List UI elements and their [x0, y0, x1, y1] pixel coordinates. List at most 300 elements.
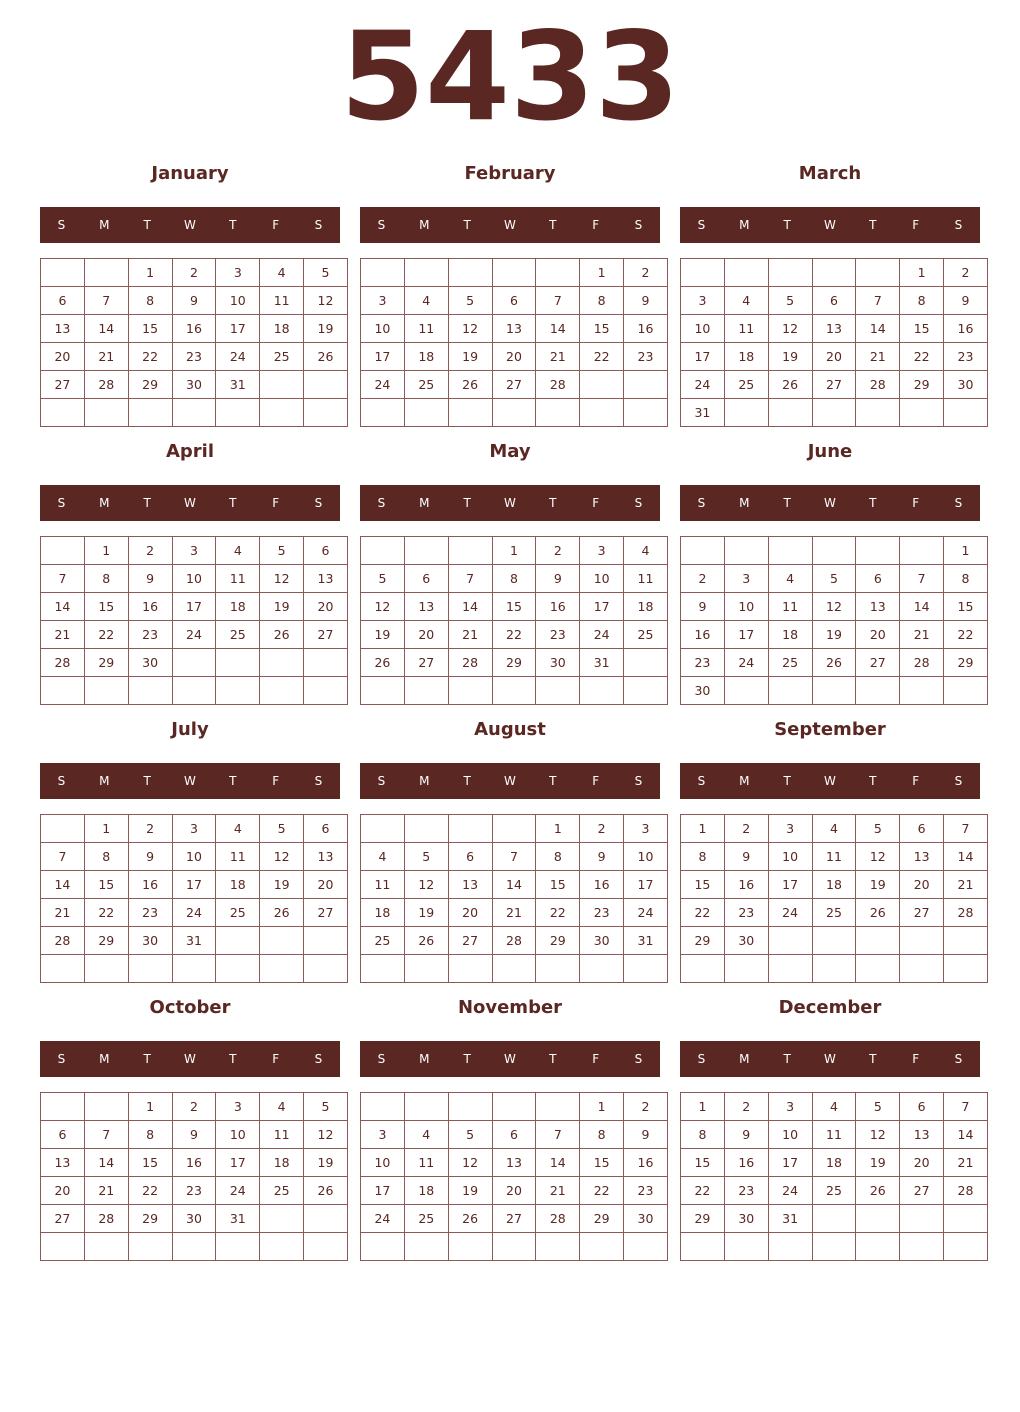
- week-row: [41, 259, 348, 287]
- day-cell: [41, 815, 85, 843]
- day-cell: 19: [361, 621, 405, 649]
- day-cell: [448, 537, 492, 565]
- day-cell: [812, 1233, 856, 1261]
- day-cell: 17: [216, 315, 260, 343]
- month-january: [40, 162, 340, 426]
- day-cell: 12: [856, 1121, 900, 1149]
- day-cell: [41, 1093, 85, 1121]
- month-title: December: [778, 997, 882, 1018]
- day-cell: 30: [172, 1205, 216, 1233]
- weekday-label: M: [99, 774, 110, 788]
- day-cell: 22: [84, 899, 128, 927]
- day-cell: 21: [856, 343, 900, 371]
- week-row: [361, 259, 668, 287]
- week-row: [361, 871, 668, 899]
- day-cell: [260, 371, 304, 399]
- weekday-label: T: [463, 1052, 471, 1066]
- week-row: [41, 1177, 348, 1205]
- day-cell: 29: [128, 1205, 172, 1233]
- day-cell: [41, 259, 85, 287]
- day-cell: 8: [900, 287, 944, 315]
- week-row: [361, 399, 668, 427]
- weekday-label: S: [634, 1052, 643, 1066]
- day-cell: [856, 399, 900, 427]
- day-cell: 7: [84, 1121, 128, 1149]
- day-grid: [360, 814, 668, 983]
- day-cell: [724, 537, 768, 565]
- week-row: [361, 371, 668, 399]
- day-cell: [172, 649, 216, 677]
- day-cell: 30: [580, 927, 624, 955]
- day-cell: 22: [681, 1177, 725, 1205]
- day-cell: 1: [681, 815, 725, 843]
- day-cell: 7: [41, 565, 85, 593]
- day-cell: [856, 537, 900, 565]
- month-title: May: [489, 441, 531, 462]
- month-title: March: [798, 163, 862, 184]
- day-cell: [128, 677, 172, 705]
- day-cell: 3: [681, 287, 725, 315]
- day-cell: 14: [536, 1149, 580, 1177]
- day-cell: 25: [260, 343, 304, 371]
- week-row: [41, 1149, 348, 1177]
- day-cell: 16: [128, 593, 172, 621]
- day-cell: [724, 399, 768, 427]
- weekday-label: F: [272, 774, 280, 788]
- day-cell: 20: [304, 593, 348, 621]
- day-cell: [812, 399, 856, 427]
- day-cell: 21: [84, 343, 128, 371]
- day-cell: [128, 955, 172, 983]
- day-cell: 28: [536, 371, 580, 399]
- day-cell: 16: [681, 621, 725, 649]
- day-cell: 5: [768, 287, 812, 315]
- day-cell: 18: [216, 871, 260, 899]
- day-cell: [624, 371, 668, 399]
- day-cell: 6: [304, 815, 348, 843]
- day-cell: 6: [41, 287, 85, 315]
- day-cell: [624, 677, 668, 705]
- day-cell: 10: [216, 287, 260, 315]
- day-cell: 17: [624, 871, 668, 899]
- day-cell: 22: [944, 621, 988, 649]
- day-cell: [724, 259, 768, 287]
- day-cell: [624, 1233, 668, 1261]
- weekday-header: [680, 485, 980, 521]
- day-cell: 25: [216, 899, 260, 927]
- weekday-label: S: [697, 1052, 706, 1066]
- weekday-label: S: [314, 1052, 323, 1066]
- day-cell: 24: [624, 899, 668, 927]
- day-cell: 6: [492, 1121, 536, 1149]
- day-cell: [768, 927, 812, 955]
- week-row: [41, 871, 348, 899]
- day-cell: [944, 677, 988, 705]
- week-row: [41, 1233, 348, 1261]
- week-row: [681, 1093, 988, 1121]
- day-cell: [361, 815, 405, 843]
- day-cell: 3: [768, 1093, 812, 1121]
- day-cell: 2: [624, 259, 668, 287]
- day-cell: 28: [41, 927, 85, 955]
- day-cell: [404, 1093, 448, 1121]
- day-cell: 20: [41, 1177, 85, 1205]
- weekday-label: S: [954, 496, 963, 510]
- day-cell: [900, 1233, 944, 1261]
- weekday-label: F: [272, 1052, 280, 1066]
- week-row: [361, 537, 668, 565]
- day-cell: [724, 677, 768, 705]
- weekday-header: [360, 1041, 660, 1077]
- week-row: [41, 899, 348, 927]
- day-cell: [492, 677, 536, 705]
- day-cell: 20: [304, 871, 348, 899]
- day-cell: 25: [812, 899, 856, 927]
- week-row: [41, 565, 348, 593]
- day-cell: 12: [768, 315, 812, 343]
- weekday-label: M: [739, 774, 750, 788]
- day-cell: 1: [128, 1093, 172, 1121]
- week-row: [681, 287, 988, 315]
- day-cell: 20: [900, 1149, 944, 1177]
- day-cell: 16: [944, 315, 988, 343]
- day-cell: [580, 677, 624, 705]
- day-cell: [812, 677, 856, 705]
- day-cell: [624, 955, 668, 983]
- day-cell: 19: [448, 1177, 492, 1205]
- day-cell: [216, 649, 260, 677]
- day-cell: 28: [536, 1205, 580, 1233]
- day-cell: 30: [724, 1205, 768, 1233]
- day-cell: 19: [448, 343, 492, 371]
- day-cell: 25: [260, 1177, 304, 1205]
- day-cell: [681, 537, 725, 565]
- day-cell: [536, 955, 580, 983]
- day-cell: 28: [41, 649, 85, 677]
- week-row: [41, 677, 348, 705]
- day-cell: 31: [216, 371, 260, 399]
- day-cell: 28: [944, 899, 988, 927]
- day-cell: [492, 955, 536, 983]
- weekday-label: W: [184, 496, 196, 510]
- day-cell: 19: [856, 871, 900, 899]
- day-cell: [492, 1093, 536, 1121]
- day-cell: 3: [724, 565, 768, 593]
- day-cell: 20: [856, 621, 900, 649]
- weekday-label: W: [184, 218, 196, 232]
- week-row: [681, 593, 988, 621]
- month-title: November: [457, 997, 563, 1018]
- day-cell: 11: [404, 1149, 448, 1177]
- weekday-label: S: [954, 774, 963, 788]
- day-cell: 26: [361, 649, 405, 677]
- day-cell: 14: [41, 593, 85, 621]
- day-cell: 23: [944, 343, 988, 371]
- day-cell: 4: [624, 537, 668, 565]
- day-cell: 9: [172, 287, 216, 315]
- day-cell: 7: [856, 287, 900, 315]
- day-cell: 9: [624, 287, 668, 315]
- day-cell: [84, 399, 128, 427]
- day-cell: 8: [580, 1121, 624, 1149]
- day-cell: 27: [812, 371, 856, 399]
- day-cell: 9: [172, 1121, 216, 1149]
- week-row: [41, 371, 348, 399]
- weekday-label: S: [377, 496, 386, 510]
- day-cell: 24: [361, 1205, 405, 1233]
- day-cell: 20: [812, 343, 856, 371]
- weekday-header: [360, 485, 660, 521]
- day-cell: [900, 1205, 944, 1233]
- day-cell: 22: [492, 621, 536, 649]
- day-cell: [448, 677, 492, 705]
- day-cell: 7: [900, 565, 944, 593]
- month-title: July: [171, 719, 209, 740]
- day-cell: 11: [216, 843, 260, 871]
- day-cell: 24: [580, 621, 624, 649]
- day-cell: [260, 649, 304, 677]
- day-cell: [404, 815, 448, 843]
- day-cell: 28: [944, 1177, 988, 1205]
- weekday-label: S: [57, 218, 66, 232]
- day-cell: 3: [624, 815, 668, 843]
- day-cell: [768, 1233, 812, 1261]
- day-cell: [448, 1093, 492, 1121]
- weekday-label: T: [869, 1052, 877, 1066]
- day-cell: [536, 259, 580, 287]
- week-row: [681, 677, 988, 705]
- day-cell: 9: [128, 565, 172, 593]
- weekday-header: [40, 1041, 340, 1077]
- day-cell: 24: [172, 621, 216, 649]
- day-cell: 8: [580, 287, 624, 315]
- day-cell: 15: [580, 1149, 624, 1177]
- weekday-label: S: [314, 774, 323, 788]
- weekday-label: S: [697, 774, 706, 788]
- weekday-label: W: [504, 496, 516, 510]
- day-cell: 31: [216, 1205, 260, 1233]
- day-cell: [84, 1093, 128, 1121]
- week-row: [361, 315, 668, 343]
- day-cell: 15: [84, 593, 128, 621]
- day-cell: 8: [128, 287, 172, 315]
- day-cell: 20: [900, 871, 944, 899]
- day-cell: [361, 1093, 405, 1121]
- day-cell: 22: [681, 899, 725, 927]
- day-cell: [304, 927, 348, 955]
- day-cell: 18: [404, 1177, 448, 1205]
- week-row: [681, 537, 988, 565]
- weekday-label: S: [697, 218, 706, 232]
- day-cell: 4: [404, 1121, 448, 1149]
- day-cell: 13: [304, 565, 348, 593]
- day-cell: 29: [84, 649, 128, 677]
- weekday-header: [40, 207, 340, 243]
- day-cell: 16: [128, 871, 172, 899]
- day-cell: [260, 955, 304, 983]
- day-cell: [856, 927, 900, 955]
- weekday-label: T: [143, 1052, 151, 1066]
- day-cell: 1: [580, 1093, 624, 1121]
- day-cell: 26: [856, 1177, 900, 1205]
- day-cell: 23: [624, 1177, 668, 1205]
- week-row: [361, 565, 668, 593]
- weekday-label: W: [504, 1052, 516, 1066]
- day-cell: 27: [492, 371, 536, 399]
- day-cell: 21: [944, 1149, 988, 1177]
- day-cell: 5: [260, 815, 304, 843]
- weekday-label: S: [314, 218, 323, 232]
- day-cell: 5: [404, 843, 448, 871]
- day-cell: [41, 537, 85, 565]
- week-row: [681, 371, 988, 399]
- day-cell: 4: [812, 1093, 856, 1121]
- day-cell: 17: [724, 621, 768, 649]
- day-cell: 21: [900, 621, 944, 649]
- day-cell: 11: [260, 1121, 304, 1149]
- day-cell: [361, 259, 405, 287]
- day-cell: 26: [448, 371, 492, 399]
- day-cell: 11: [812, 1121, 856, 1149]
- day-cell: 8: [944, 565, 988, 593]
- day-cell: 6: [492, 287, 536, 315]
- day-cell: 17: [172, 871, 216, 899]
- day-cell: 12: [448, 1149, 492, 1177]
- week-row: [681, 565, 988, 593]
- weekday-label: T: [463, 496, 471, 510]
- day-cell: 16: [724, 1149, 768, 1177]
- day-cell: 12: [304, 287, 348, 315]
- day-cell: [260, 1233, 304, 1261]
- day-cell: [856, 1233, 900, 1261]
- month-august: [360, 718, 660, 982]
- day-cell: [172, 1233, 216, 1261]
- week-row: [41, 1205, 348, 1233]
- day-cell: [304, 955, 348, 983]
- day-cell: 7: [492, 843, 536, 871]
- weekday-header: [360, 763, 660, 799]
- day-cell: [856, 677, 900, 705]
- day-cell: 10: [361, 315, 405, 343]
- day-cell: 25: [404, 371, 448, 399]
- week-row: [41, 399, 348, 427]
- day-cell: 5: [304, 1093, 348, 1121]
- day-cell: [361, 955, 405, 983]
- day-cell: 15: [944, 593, 988, 621]
- day-cell: 4: [724, 287, 768, 315]
- day-cell: 13: [41, 315, 85, 343]
- day-cell: 28: [84, 1205, 128, 1233]
- day-cell: 26: [304, 1177, 348, 1205]
- week-row: [361, 343, 668, 371]
- day-cell: [41, 1233, 85, 1261]
- week-row: [361, 955, 668, 983]
- day-cell: 16: [624, 1149, 668, 1177]
- day-cell: [580, 371, 624, 399]
- day-cell: 18: [216, 593, 260, 621]
- week-row: [361, 677, 668, 705]
- day-cell: 30: [944, 371, 988, 399]
- day-cell: 19: [260, 593, 304, 621]
- weekday-label: M: [739, 1052, 750, 1066]
- weekday-label: S: [954, 1052, 963, 1066]
- day-cell: 18: [812, 1149, 856, 1177]
- day-grid: [360, 258, 668, 427]
- day-cell: [944, 1233, 988, 1261]
- weekday-label: T: [869, 774, 877, 788]
- day-cell: 24: [361, 371, 405, 399]
- day-cell: 31: [172, 927, 216, 955]
- week-row: [361, 1149, 668, 1177]
- day-cell: 6: [900, 815, 944, 843]
- day-cell: 30: [536, 649, 580, 677]
- day-cell: [304, 399, 348, 427]
- day-cell: [260, 399, 304, 427]
- day-cell: [536, 1233, 580, 1261]
- day-cell: 11: [724, 315, 768, 343]
- day-cell: 4: [404, 287, 448, 315]
- day-cell: [260, 1205, 304, 1233]
- day-cell: 5: [856, 1093, 900, 1121]
- day-cell: [84, 677, 128, 705]
- weekday-label: T: [549, 774, 557, 788]
- day-cell: 2: [681, 565, 725, 593]
- day-cell: 14: [41, 871, 85, 899]
- day-cell: 6: [304, 537, 348, 565]
- day-cell: 6: [41, 1121, 85, 1149]
- day-cell: 9: [128, 843, 172, 871]
- day-cell: [944, 1205, 988, 1233]
- day-cell: 25: [361, 927, 405, 955]
- day-cell: 12: [812, 593, 856, 621]
- day-cell: 6: [812, 287, 856, 315]
- weekday-label: T: [783, 1052, 791, 1066]
- day-cell: 1: [492, 537, 536, 565]
- day-cell: [260, 677, 304, 705]
- day-grid: [360, 536, 668, 705]
- day-cell: [856, 955, 900, 983]
- weekday-label: S: [954, 218, 963, 232]
- weekday-header: [360, 207, 660, 243]
- day-cell: 29: [128, 371, 172, 399]
- day-cell: 4: [361, 843, 405, 871]
- day-cell: 16: [580, 871, 624, 899]
- day-cell: 20: [492, 1177, 536, 1205]
- day-cell: 10: [768, 843, 812, 871]
- day-cell: [41, 399, 85, 427]
- day-cell: 17: [361, 1177, 405, 1205]
- day-cell: [304, 1205, 348, 1233]
- day-cell: [624, 399, 668, 427]
- weekday-label: W: [184, 774, 196, 788]
- day-grid: [40, 1092, 348, 1261]
- day-cell: 5: [448, 287, 492, 315]
- day-cell: [84, 259, 128, 287]
- weekday-header: [680, 207, 980, 243]
- week-row: [41, 315, 348, 343]
- day-cell: 14: [492, 871, 536, 899]
- day-cell: [768, 537, 812, 565]
- day-cell: 26: [812, 649, 856, 677]
- day-cell: [580, 1233, 624, 1261]
- week-row: [361, 287, 668, 315]
- weekday-label: F: [272, 218, 280, 232]
- day-cell: 24: [172, 899, 216, 927]
- weekday-label: F: [592, 218, 600, 232]
- day-cell: 18: [724, 343, 768, 371]
- day-cell: 9: [624, 1121, 668, 1149]
- day-cell: 3: [361, 287, 405, 315]
